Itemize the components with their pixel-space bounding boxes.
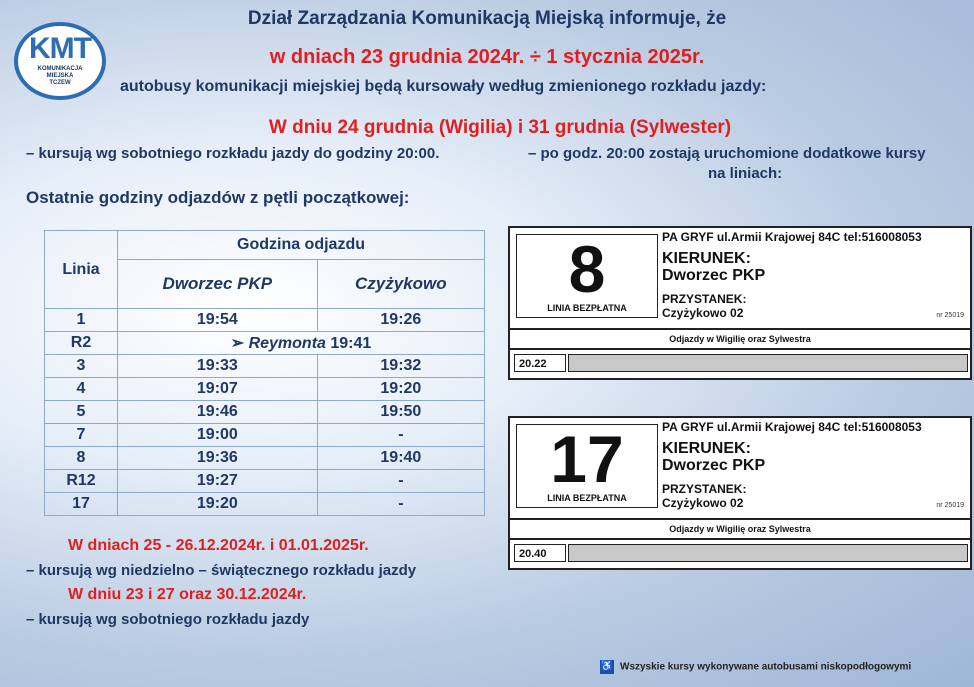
- wigilia-heading: W dniu 24 grudnia (Wigilia) i 31 grudnia (Sylwester): [268, 117, 732, 138]
- cell-dworzec: 19:27: [118, 470, 318, 493]
- departure-table: [44, 230, 485, 516]
- stop-sign-line-8: [508, 226, 972, 380]
- table-row: [45, 332, 485, 355]
- grey-bar: [568, 354, 968, 372]
- header-linia: Linia: [45, 231, 118, 309]
- holidays-heading: W dniach 25 - 26.12.2024r. i 01.01.2025r.: [68, 537, 369, 554]
- cell-linia: 7: [45, 424, 118, 447]
- direction-label: KIERUNEK:: [662, 440, 751, 457]
- arrow-icon: ➢: [230, 335, 249, 352]
- stop-label: PRZYSTANEK:: [662, 482, 747, 496]
- grey-bar: [568, 544, 968, 562]
- wheelchair-icon: ♿: [600, 661, 614, 672]
- header-dworzec: Dworzec PKP: [118, 260, 318, 309]
- logo-sub2: MIEJSKA: [46, 73, 74, 79]
- operator-info: PA GRYF ul.Armii Krajowej 84C tel:516008053: [662, 420, 922, 434]
- direction-block: [662, 250, 765, 284]
- subtitle: autobusy komunikacji miejskiej będą kursowały według zmienionego rozkładu jazdy:: [120, 78, 767, 95]
- logo-sub3: TCZEW: [49, 80, 71, 86]
- line-number: 17: [550, 422, 624, 496]
- table-row: [45, 447, 485, 470]
- wigilia-left-note: – kursują wg sobotniego rozkładu jazdy do godziny 20:00.: [26, 145, 440, 162]
- cell-dworzec: 19:07: [118, 378, 318, 401]
- cell-linia: 4: [45, 378, 118, 401]
- cell-linia: 3: [45, 355, 118, 378]
- logo-main: KMT: [29, 32, 91, 65]
- stop-block: [662, 292, 746, 320]
- direction-block: [662, 440, 765, 474]
- line-number-box: [516, 424, 658, 508]
- footer: [600, 660, 911, 674]
- saturdays-note: – kursują wg sobotniego rozkładu jazdy: [26, 611, 310, 628]
- table-row: [45, 470, 485, 493]
- cell-czyzykowo: 19:26: [317, 309, 484, 332]
- cell-dworzec: 19:20: [118, 493, 318, 516]
- table-row: [45, 401, 485, 424]
- cell-merged: [118, 332, 485, 355]
- free-line-label: LINIA BEZPŁATNA: [547, 303, 627, 313]
- last-departures-label: Ostatnie godziny odjazdów z pętli początkowej:: [26, 188, 410, 207]
- operator-info: PA GRYF ul.Armii Krajowej 84C tel:516008053: [662, 230, 922, 244]
- stop-block: [662, 482, 746, 510]
- cell-linia: R2: [45, 332, 118, 355]
- departure-time: 20.40: [514, 544, 566, 562]
- cell-czyzykowo: 19:50: [317, 401, 484, 424]
- cell-linia: R12: [45, 470, 118, 493]
- table-row: [45, 493, 485, 516]
- cell-czyzykowo: 19:20: [317, 378, 484, 401]
- logo-sub1: KOMUNIKACJA: [37, 66, 83, 72]
- cell-czyzykowo: 19:32: [317, 355, 484, 378]
- direction-value: Dworzec PKP: [662, 267, 766, 284]
- cell-czyzykowo: 19:40: [317, 447, 484, 470]
- cell-dworzec: 19:33: [118, 355, 318, 378]
- cell-dworzec: 19:54: [118, 309, 318, 332]
- footer-text: Wszyskie kursy wykonywane autobusami niskopodłogowymi: [620, 661, 912, 673]
- holidays-note: – kursują wg niedzielno – świątecznego rozkładu jazdy: [26, 562, 417, 579]
- table-row: [45, 309, 485, 332]
- cell-dworzec: 19:00: [118, 424, 318, 447]
- departures-caption: Odjazdy w Wigilię oraz Sylwestra: [510, 328, 970, 350]
- cell-czyzykowo: -: [317, 493, 484, 516]
- header-godzina: Godzina odjazdu: [118, 231, 485, 260]
- line-number: 8: [568, 232, 606, 306]
- direction-label: KIERUNEK:: [662, 250, 751, 267]
- page-title: Dział Zarządzania Komunikacją Miejską informuje, że: [247, 8, 727, 29]
- header-czyzykowo: Czyżykowo: [317, 260, 484, 309]
- table-row: [45, 424, 485, 447]
- line-number-box: [516, 234, 658, 318]
- cell-linia: 5: [45, 401, 118, 424]
- sign-number: nr 25019: [936, 502, 964, 509]
- cell-dworzec: 19:46: [118, 401, 318, 424]
- table-row: [45, 378, 485, 401]
- departures-caption: Odjazdy w Wigilię oraz Sylwestra: [510, 518, 970, 540]
- table-row: [45, 355, 485, 378]
- stop-value: Czyżykowo 02: [662, 496, 744, 510]
- cell-linia: 8: [45, 447, 118, 470]
- sign-number: nr 25019: [936, 312, 964, 319]
- wigilia-right-note-1: – po godz. 20:00 zostają uruchomione dodatkowe kursy: [528, 145, 926, 162]
- direction-value: Dworzec PKP: [662, 457, 766, 474]
- cell-linia: 1: [45, 309, 118, 332]
- cell-czyzykowo: -: [317, 424, 484, 447]
- cell-linia: 17: [45, 493, 118, 516]
- cell-czyzykowo: -: [317, 470, 484, 493]
- cell-merged-time: 19:41: [330, 335, 372, 352]
- stop-value: Czyżykowo 02: [662, 306, 744, 320]
- date-range: w dniach 23 grudnia 2024r. ÷ 1 stycznia 2025r.: [269, 46, 705, 68]
- cell-dworzec: 19:36: [118, 447, 318, 470]
- stop-label: PRZYSTANEK:: [662, 292, 747, 306]
- saturdays-heading: W dniu 23 i 27 oraz 30.12.2024r.: [68, 586, 307, 603]
- stop-sign-line-17: [508, 416, 972, 570]
- free-line-label: LINIA BEZPŁATNA: [547, 493, 627, 503]
- cell-merged-stop: Reymonta: [248, 335, 326, 352]
- departure-time: 20.22: [514, 354, 566, 372]
- wigilia-right-note-2: na liniach:: [708, 165, 783, 182]
